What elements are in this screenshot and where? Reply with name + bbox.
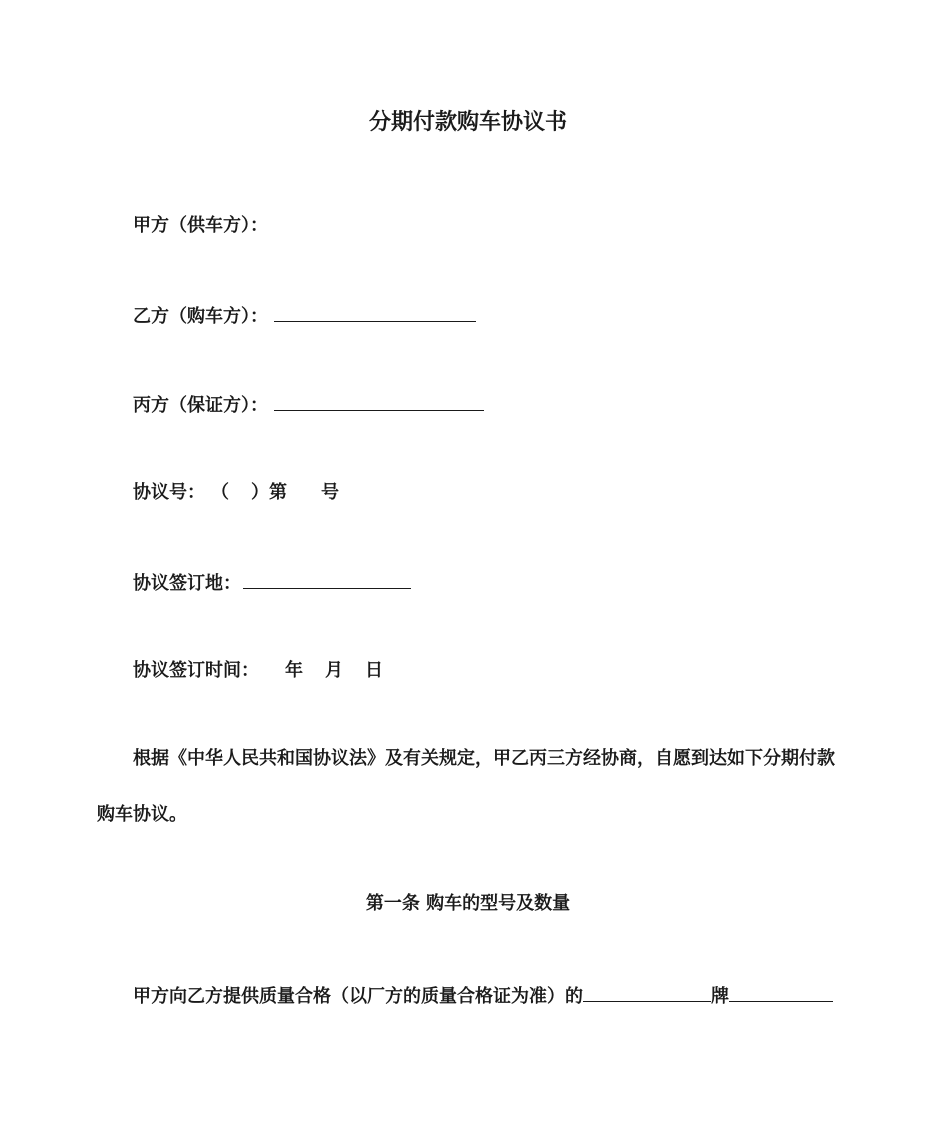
agreement-no-open: （ [211,482,229,503]
agreement-no-close: ）第 [251,482,287,503]
party-b-line [133,303,476,329]
article-1-heading: 第一条 购车的型号及数量 [365,893,571,914]
sign-time-day: 日 [365,660,383,681]
agreement-no-label: 协议号： [133,482,205,503]
sign-place-label: 协议签订地： [133,573,241,594]
party-c-blank[interactable] [274,392,484,411]
article-1-model-blank[interactable] [729,983,833,1002]
article-1-brand-blank[interactable] [583,983,711,1002]
preamble-line-1: 根据《中华人民共和国协议法》及有关规定，甲乙丙三方经协商，自愿到达如下分期付款 [133,748,835,769]
agreement-no-suffix: 号 [321,482,339,503]
sign-place-blank[interactable] [243,570,411,589]
party-a-line [133,214,268,238]
article-1-text-prefix: 甲方向乙方提供质量合格（以厂方的质量合格证为准）的 [133,986,583,1007]
sign-time-year: 年 [285,660,303,681]
party-b-label: 乙方（购车方）： [133,306,268,327]
party-b-blank[interactable] [274,303,476,322]
preamble-line-2: 购车协议。 [97,804,187,825]
sign-time-label: 协议签订时间： [133,660,259,681]
party-a-label: 甲方（供车方）： [133,215,268,236]
party-c-label: 丙方（保证方）： [133,395,268,416]
agreement-no-line [133,481,339,505]
party-c-line [133,392,484,418]
sign-time-line [133,659,383,683]
sign-place-line [133,570,411,596]
article-1-brand-label: 牌 [711,986,729,1007]
document-title: 分期付款购车协议书 [368,110,567,135]
sign-time-month: 月 [325,660,343,681]
article-1-text-line [133,983,833,1009]
